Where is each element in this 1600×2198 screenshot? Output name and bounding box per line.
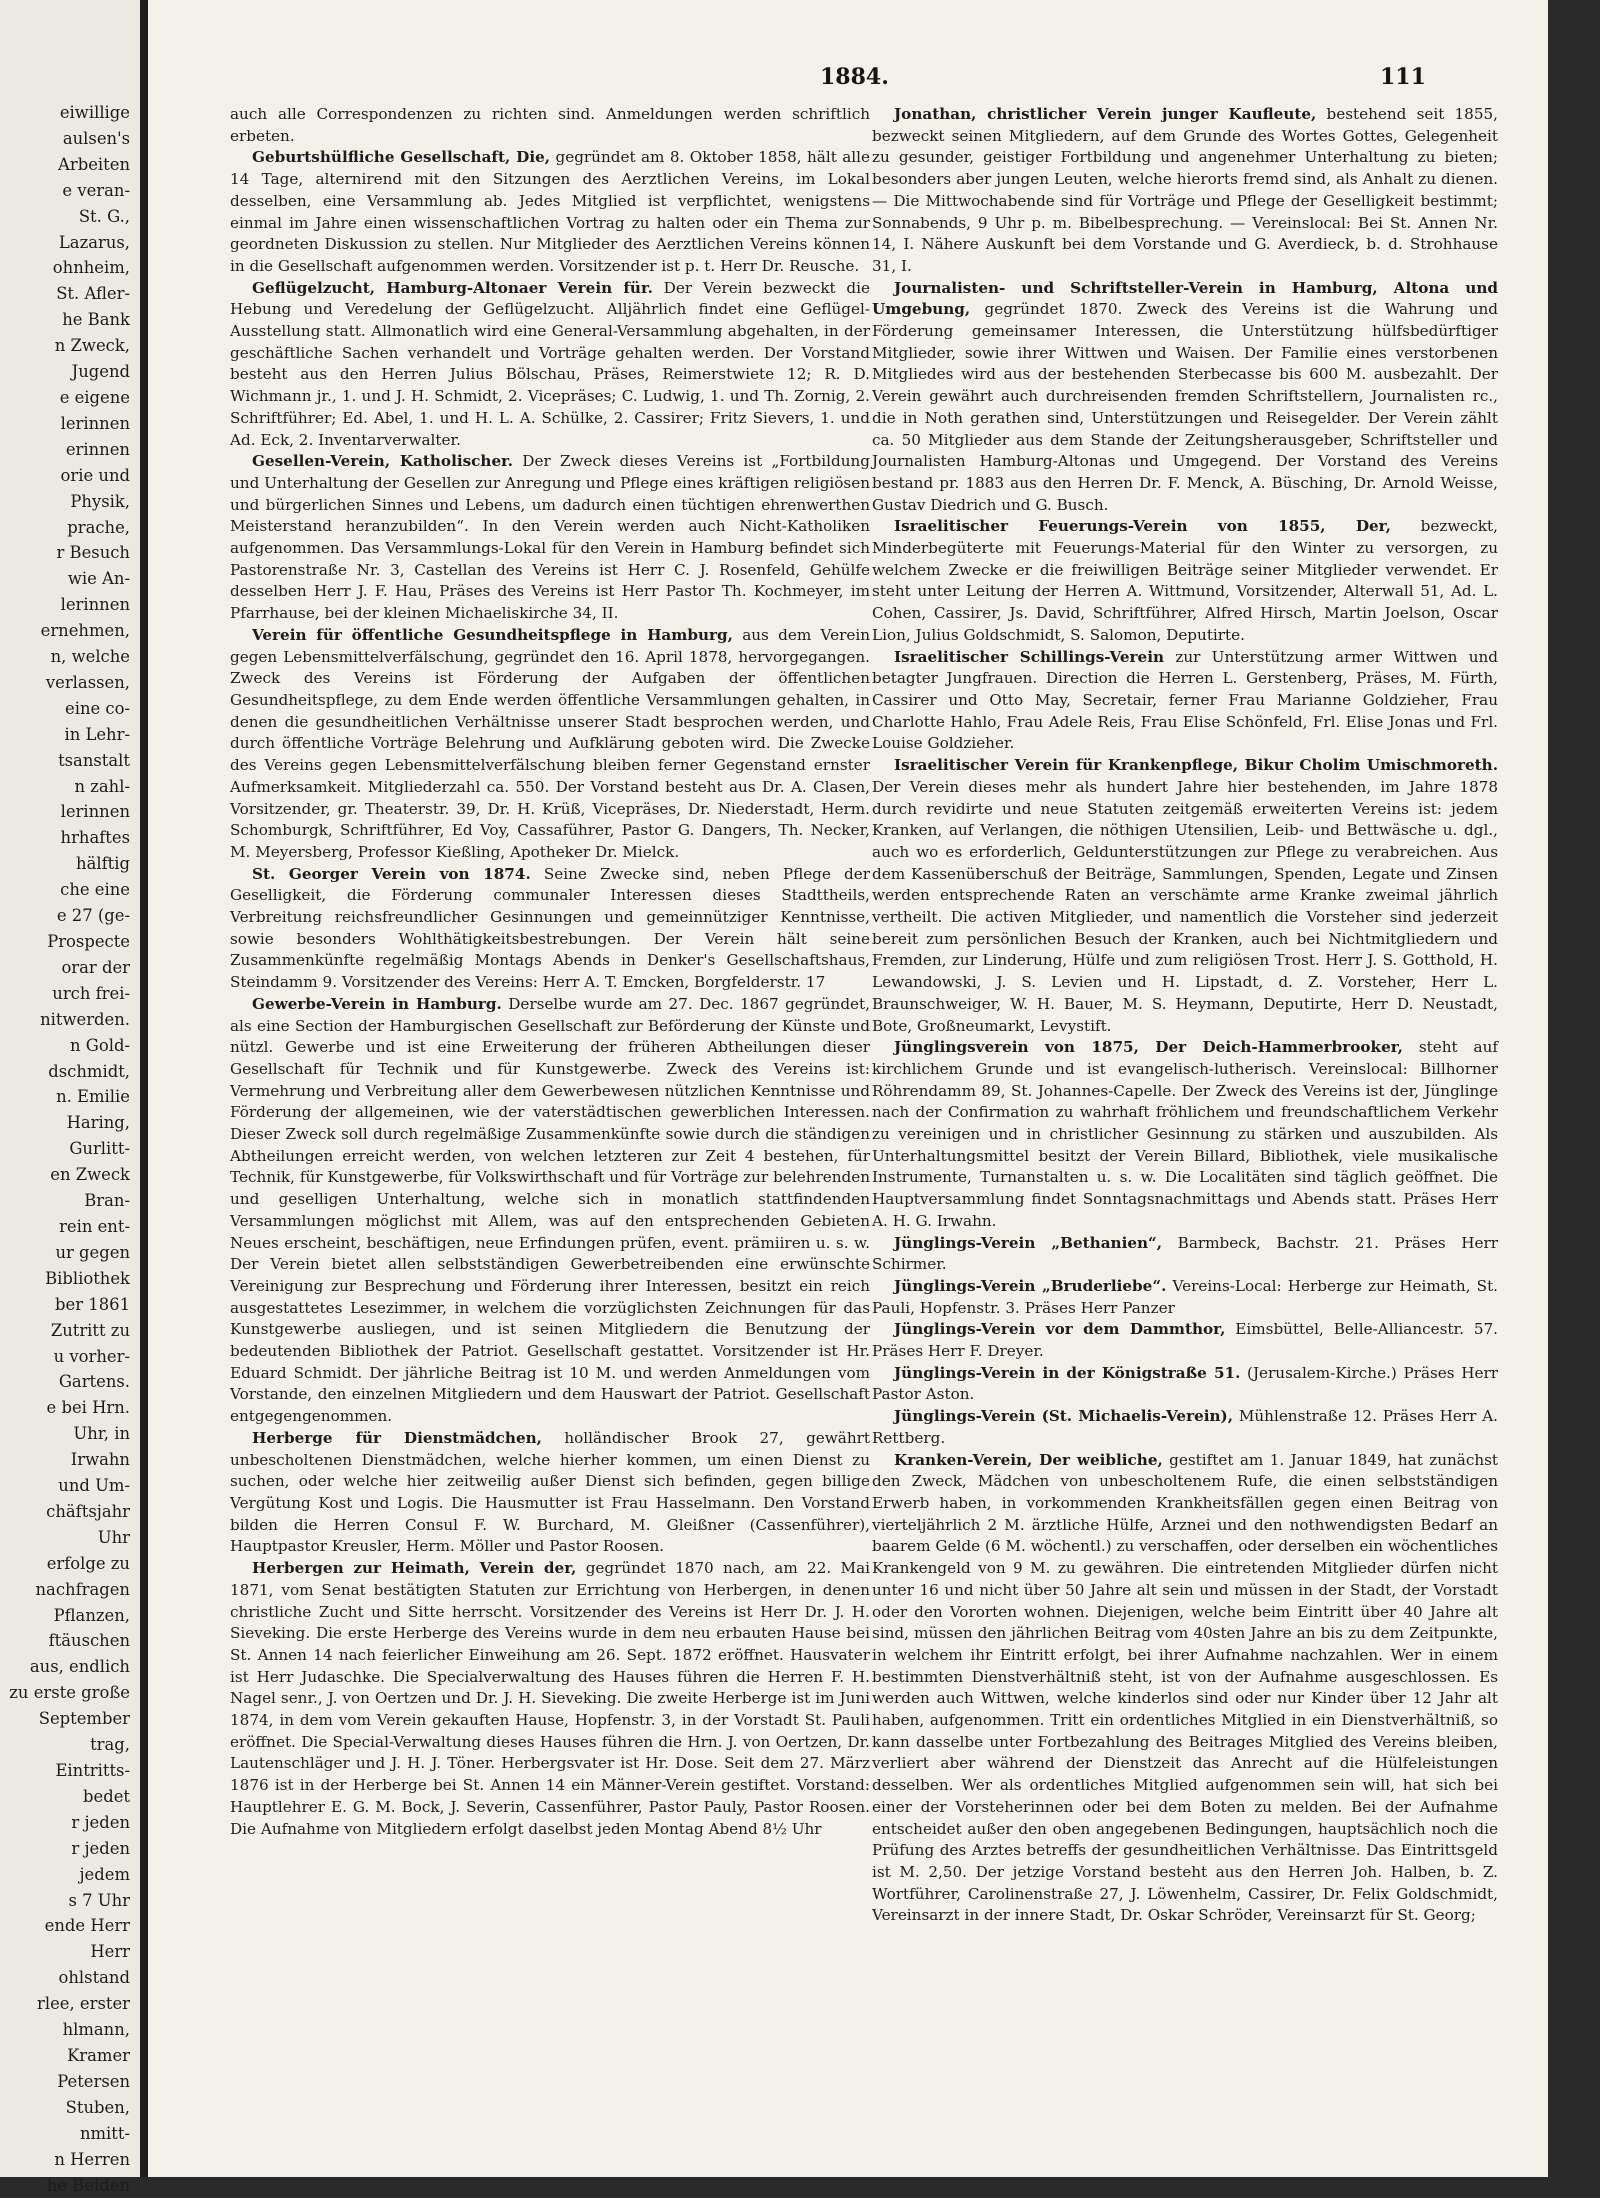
previous-page-fragment: trag, bbox=[0, 1732, 130, 1758]
entry-body: auch alle Correspondenzen zu richten sind. Anmeldungen werden schriftlich erbeten. bbox=[230, 105, 870, 145]
previous-page-fragment: prache, bbox=[0, 515, 130, 541]
scan-edge bbox=[1548, 0, 1600, 2177]
previous-page-fragment: nachfragen bbox=[0, 1577, 130, 1603]
entry-body: Seine Zwecke sind, neben Pflege der Geselligkeit, die Förderung communaler Interessen dieses Stadttheils, Verbreitung reichsfreundlicher Gesinnungen und gemeinnütziger Kenntnisse, sowie besonders Wohlthätigkeitsbestrebungen. Der Verein hält seine Zusammenkünfte regelmäßig Montags Abends in Denker's Gesellschaftshaus, Steindamm 9. Vorsitzender des Vereins: Herr A. T. Emcken, Borgfelderstr. 17 bbox=[230, 865, 870, 992]
previous-page-fragment: Eintritts- bbox=[0, 1758, 130, 1784]
previous-page-fragment: dschmidt, bbox=[0, 1059, 130, 1085]
previous-page-fragment: lerinnen bbox=[0, 592, 130, 618]
previous-page-fragment: nitwerden. bbox=[0, 1007, 130, 1033]
previous-page-fragment: jedem bbox=[0, 1862, 130, 1888]
previous-page-fragment: s 7 Uhr bbox=[0, 1888, 130, 1914]
entry-body: Der Verein bezweckt die Hebung und Veredelung der Geflügelzucht. Alljährlich findet eine Geflügel-Ausstellung statt. Allmonatlich wird eine General-Versammlung abgehalten, in der geschäftliche Sachen verhandelt und Vorträge gehalten werden. Der Vorstand besteht aus den Herren Julius Bölschau, Präses, Reimerstwiete 12; R. D. Wichmann jr., 1. und J. H. Schmidt, 2. Vicepräses; C. Ludwig, 1. und Th. Zornig, 2. Schriftführer; Ed. Abel, 1. und H. L. A. Schülke, 2. Cassirer; Fritz Sievers, 1. und Ad. Eck, 2. Inventarverwalter. bbox=[230, 279, 870, 449]
previous-page-fragment: ber 1861 bbox=[0, 1292, 130, 1318]
previous-page-fragment: Gartens. bbox=[0, 1369, 130, 1395]
previous-page-fragment: lerinnen bbox=[0, 411, 130, 437]
previous-page-fragment: rein ent- bbox=[0, 1214, 130, 1240]
previous-page-fragment: wie An- bbox=[0, 566, 130, 592]
previous-page-fragment: chäftsjahr bbox=[0, 1499, 130, 1525]
previous-page-fragment: aulsen's bbox=[0, 126, 130, 152]
previous-page-fragment: r jeden bbox=[0, 1810, 130, 1836]
entry-heading: Jünglings-Verein „Bruderliebe“. bbox=[894, 1277, 1166, 1295]
directory-entry bbox=[872, 647, 1498, 756]
previous-page-margin bbox=[0, 0, 140, 2177]
entry-heading: Jünglings-Verein „Bethanien“, bbox=[894, 1234, 1162, 1252]
entry-body: bezweckt, Minderbegüterte mit Feuerungs-Material für den Winter zu versorgen, zu welchem Zwecke er die freiwilligen Beiträge seiner Mitglieder verwendet. Er steht unter Leitung der Herren A. Wittmund, Vorsitzender, Alterwall 51, Ad. L. Cohen, Cassirer, Js. David, Schriftführer, Alfred Hirsch, Martin Joelson, Oscar Lion, Julius Goldschmidt, S. Salomon, Deputirte. bbox=[872, 517, 1498, 644]
entry-body: gegründet 1870. Zweck des Vereins ist die Wahrung und Förderung gemeinsamer Interessen, die Unterstützung hülfsbedürftiger Mitglieder, sowie ihrer Wittwen und Waisen. Der Familie eines verstorbenen Mitgliedes wird aus der bestehenden Sterbecasse bis 600 M. ausbezahlt. Der Verein gewährt auch durchreisenden fremden Schriftstellern, Journalisten rc., die in Noth gerathen sind, Unterstützungen und Reisegelder. Der Verein zählt ca. 50 Mitglieder aus dem Stande der Zeitungsherausgeber, Schriftsteller und Journalisten Hamburg-Altonas und Umgegend. Der Vorstand des Vereins bestand pr. 1883 aus den Herren Dr. F. Menck, A. Büsching, Dr. Arnold Weisse, Gustav Diedrich und G. Busch. bbox=[872, 300, 1498, 513]
entry-body: Derselbe wurde am 27. Dec. 1867 gegründet, als eine Section der Hamburgischen Gesellschaft zur Beförderung der Künste und nützl. Gewerbe und ist eine Erweiterung der früheren Abtheilungen dieser Gesellschaft für Technik und für Kunstgewerbe. Zweck des Vereins ist: Vermehrung und Verbreitung aller dem Gewerbewesen nützlichen Kenntnisse und Förderung der allgemeinen, wie der vaterstädtischen gewerblichen Interessen. Dieser Zweck soll durch regelmäßige Zusammenkünfte sowie durch die ständigen Abtheilungen erreicht werden, von welchen letzteren zur Zeit 4 bestehen, für Technik, für Kunstgewerbe, für Volkswirthschaft und für Vorträge zur belehrenden und geselligen Unterhaltung, welche sich in monatlich stattfindenden Versammlungen möglichst mit Allem, was auf den entsprechenden Gebieten Neues erscheint, beschäftigen, neue Erfindungen prüfen, event. prämiiren u. s. w. Der Verein bietet allen selbstständigen Gewerbetreibenden eine erwünschte Vereinigung zur Besprechung und Förderung ihrer Interessen, besitzt ein reich ausgestattetes Lesezimmer, in welchem die vorzüglichsten Zeichnungen für das Kunstgewerbe ausliegen, und ist seinen Mitgliedern die Benutzung der bedeutenden Bibliothek der Patriot. Gesellschaft gestattet. Vorsitzender ist Hr. Eduard Schmidt. Der jährliche Beitrag ist 10 M. und werden Anmeldungen vom Vorstande, den einzelnen Mitgliedern und dem Hauswart der Patriot. Gesellschaft entgegengenommen. bbox=[230, 995, 870, 1425]
previous-page-fragment: tsanstalt bbox=[0, 748, 130, 774]
directory-entry bbox=[872, 755, 1498, 1037]
previous-page-fragment: aus, endlich bbox=[0, 1654, 130, 1680]
previous-page-fragment: Irwahn bbox=[0, 1447, 130, 1473]
previous-page-fragment: nmitt- bbox=[0, 2121, 130, 2147]
previous-page-fragment: ftäuschen bbox=[0, 1628, 130, 1654]
entry-body: gestiftet am 1. Januar 1849, hat zunächst den Zweck, Mädchen von unbescholtenem Rufe, die einen selbstständigen Erwerb haben, in vorkommenden Krankheitsfällen gegen einen Beitrag von vierteljährlich 2 M. ärztliche Hülfe, Arznei und den nothwendigsten Bedarf an baarem Gelde (6 M. wöchentl.) zu verschaffen, oder derselben ein wöchentliches Krankengeld von 9 M. zu gewähren. Die eintretenden Mitglieder dürfen nicht unter 16 und nicht über 50 Jahre alt sein und müssen in der Stadt, der Vorstadt oder den Vororten wohnen. Diejenigen, welche beim Eintritt über 40 Jahre alt sind, müssen den jährlichen Beitrag vom 40sten Jahre an bis zu dem Zeitpunkte, in welchem ihr Eintritt erfolgt, bei ihrer Aufnahme nachzahlen. Wer in einem bestimmten Dienstverhältniß steht, ist von der Aufnahme ausgeschlossen. Es werden auch Wittwen, welche kinderlos sind oder nur Kinder über 12 Jahr alt haben, aufgenommen. Tritt ein ordentliches Mitglied in ein Dienstverhältniß, so kann dasselbe unter Fortbezahlung des Beitrages Mitglied des Vereins bleiben, verliert aber während der Dienstzeit das Anrecht auf die Hülfeleistungen desselben. Wer als ordentliches Mitglied aufgenommen sein will, hat sich bei einer der Vorsteherinnen oder bei dem Boten zu melden. Bei der Aufnahme entscheidet außer den oben angegebenen Bedingungen, hauptsächlich noch die Prüfung des Arztes betreffs der gesundheitlichen Verhältnisse. Das Eintrittsgeld ist M. 2,50. Der jetzige Vorstand besteht aus den Herren Joh. Halben, b. Z. Wortführer, Carolinenstraße 27, J. Löwenhelm, Cassirer, Dr. Felix Goldschmidt, Vereinsarzt in der innere Stadt, Dr. Oskar Schröder, Vereinsarzt für St. Georg; bbox=[872, 1451, 1498, 1925]
previous-page-fragment: he Bank bbox=[0, 307, 130, 333]
previous-page-fragment: hrhaftes bbox=[0, 825, 130, 851]
directory-entry bbox=[872, 1406, 1498, 1449]
page-header-year: 1884. bbox=[820, 64, 889, 90]
entry-heading: Journalisten- und Schriftsteller-Verein in Hamburg, Altona und Umgebung, bbox=[872, 279, 1498, 319]
directory-entry bbox=[872, 278, 1498, 517]
previous-page-fragment: Zutritt zu bbox=[0, 1318, 130, 1344]
entry-body: zur Unterstützung armer Wittwen und betagter Jungfrauen. Direction die Herren L. Gerstenberg, Präses, M. Fürth, Cassirer und Otto May, Secretair, ferner Frau Marianne Goldzieher, Frau Charlotte Hahlo, Frau Adele Reis, Frau Elise Schönfeld, Frl. Elise Jonas und Frl. Louise Goldzieher. bbox=[872, 648, 1498, 753]
previous-page-fragment: orie und bbox=[0, 463, 130, 489]
previous-page-fragment: e 27 (ge- bbox=[0, 903, 130, 929]
previous-page-fragment: und Um- bbox=[0, 1473, 130, 1499]
directory-entry bbox=[872, 104, 1498, 278]
previous-page-fragment: erinnen bbox=[0, 437, 130, 463]
previous-page-fragment: ur gegen bbox=[0, 1240, 130, 1266]
entry-body: Mühlenstraße 12. Präses Herr A. Rettberg. bbox=[872, 1407, 1498, 1447]
previous-page-fragment: Bran- bbox=[0, 1188, 130, 1214]
entry-body: Vereins-Local: Herberge zur Heimath, St. Pauli, Hopfenstr. 3. Präses Herr Panzer bbox=[872, 1277, 1498, 1317]
previous-page-text-fragments bbox=[0, 0, 140, 2198]
previous-page-fragment: n Zweck, bbox=[0, 333, 130, 359]
previous-page-fragment: r Besuch bbox=[0, 540, 130, 566]
entry-heading: Israelitischer Feuerungs-Verein von 1855, Der, bbox=[894, 517, 1391, 535]
entry-body: gegründet 1870 nach, am 22. Mai 1871, vom Senat bestätigten Statuten zur Errichtung von Herbergen, in denen christliche Zucht und Sitte herrscht. Vorsitzender des Vereins ist Herr Dr. J. H. Sieveking. Die erste Herberge des Vereins wurde in dem neu erbauten Hause bei St. Annen 14 nach feierlicher Einweihung am 26. Sept. 1872 eröffnet. Hausvater ist Herr Judaschke. Die Specialverwaltung des Hauses führen die Herren F. H. Nagel senr., J. von Oertzen und Dr. J. H. Sieveking. Die zweite Herberge ist im Juni 1874, in dem vom Verein gekauften Hause, Hopfenstr. 3, in der Vorstadt St. Pauli eröffnet. Die Special-Verwaltung dieses Hauses führen die Hrn. J. von Oertzen, Dr. Lautenschläger und J. H. J. Töner. Herbergsvater ist Hr. Dose. Seit dem 27. März 1876 ist in der Herberge bei St. Annen 14 ein Männer-Verein gestiftet. Vorstand: Hauptlehrer E. G. M. Bock, J. Severin, Cassenführer, Pastor Pauly, Pastor Roosen. Die Aufnahme von Mitgliedern erfolgt daselbst jeden Montag Abend 8½ Uhr bbox=[230, 1559, 870, 1837]
previous-page-fragment: n zahl- bbox=[0, 774, 130, 800]
entry-heading: Kranken-Verein, Der weibliche, bbox=[894, 1451, 1163, 1469]
entry-heading: Jünglingsverein von 1875, Der Deich-Hammerbrooker, bbox=[894, 1038, 1403, 1056]
entry-body: steht auf kirchlichem Grunde und ist evangelisch-lutherisch. Vereinslocal: Billhorner Röhrendamm 89, St. Johannes-Capelle. Der Zweck des Vereins ist der, Jünglinge nach der Confirmation zu wahrhaft fröhlichem und freundschaftlichem Verkehr zu vereinigen und in christlicher Gesinnung zu stärken und auszubilden. Als Unterhaltungsmittel besitzt der Verein Billard, Bibliothek, viele musikalische Instrumente, Turnanstalten u. s. w. Die Localitäten sind täglich geöffnet. Die Hauptversammlung findet Sonntagsnachmittags und Abends statt. Präses Herr A. H. G. Irwahn. bbox=[872, 1038, 1498, 1230]
previous-page-fragment: e bei Hrn. bbox=[0, 1395, 130, 1421]
entry-body: (Jerusalem-Kirche.) Präses Herr Pastor Aston. bbox=[872, 1364, 1498, 1404]
previous-page-fragment: r jeden bbox=[0, 1836, 130, 1862]
entry-heading: Jünglings-Verein (St. Michaelis-Verein), bbox=[894, 1407, 1233, 1425]
previous-page-fragment: Physik, bbox=[0, 489, 130, 515]
previous-page-fragment: orar der bbox=[0, 955, 130, 981]
previous-page-fragment: Uhr, in bbox=[0, 1421, 130, 1447]
previous-page-fragment: Petersen bbox=[0, 2069, 130, 2095]
previous-page-fragment: hlmann, bbox=[0, 2017, 130, 2043]
previous-page-fragment: Jugend bbox=[0, 359, 130, 385]
previous-page-fragment: erfolge zu bbox=[0, 1551, 130, 1577]
previous-page-fragment: urch frei- bbox=[0, 981, 130, 1007]
entry-heading: Jonathan, christlicher Verein junger Kaufleute, bbox=[894, 105, 1316, 123]
previous-page-fragment: Arbeiten bbox=[0, 152, 130, 178]
directory-entry bbox=[230, 278, 870, 452]
entry-heading: Jünglings-Verein in der Königstraße 51. bbox=[894, 1364, 1240, 1382]
directory-entry bbox=[872, 1233, 1498, 1276]
previous-page-fragment: Haring, bbox=[0, 1110, 130, 1136]
entry-body: Der Zweck dieses Vereins ist „Fortbildung und Unterhaltung der Gesellen zur Anregung und Pflege eines kräftigen religiösen und bürgerlichen Sinnes und Lebens, um dadurch einen tüchtigen ehrenwerthen Meisterstand heranzubilden“. In den Verein werden auch Nicht-Katholiken aufgenommen. Das Versammlungs-Lokal für den Verein in Hamburg befindet sich Pastorenstraße Nr. 3, Castellan des Vereins ist Herr C. J. Rosenfeld, Gehülfe desselben Herr J. F. Hau, Präses des Vereins ist Herr Pastor Th. Kochmeyer, im Pfarrhause, bei der kleinen Michaeliskirche 34, II. bbox=[230, 452, 870, 622]
entry-heading: Israelitischer Schillings-Verein bbox=[894, 648, 1164, 666]
directory-entry bbox=[872, 516, 1498, 646]
previous-page-fragment: Kramer bbox=[0, 2043, 130, 2069]
previous-page-fragment: Lazarus, bbox=[0, 230, 130, 256]
previous-page-fragment: e eigene bbox=[0, 385, 130, 411]
right-column bbox=[872, 104, 1498, 1927]
previous-page-fragment: September bbox=[0, 1706, 130, 1732]
previous-page-fragment: St. Afler- bbox=[0, 281, 130, 307]
previous-page-fragment: Gurlitt- bbox=[0, 1136, 130, 1162]
page-number: 111 bbox=[1380, 64, 1426, 90]
entry-body: bestehend seit 1855, bezweckt seinen Mitgliedern, auf dem Grunde des Wortes Gottes, Gelegenheit zu gesunder, geistiger Fortbildung und angenehmer Unterhaltung zu bieten; besonders aber jungen Leuten, welche hierorts fremd sind, als Anhalt zu dienen. — Die Mittwochabende sind für Vorträge und Pflege der Geselligkeit bestimmt; Sonnabends, 9 Uhr p. m. Bibelbesprechung. — Vereinslocal: Bei St. Annen Nr. 14, I. Nähere Auskunft bei dem Vorstande und G. Averdieck, b. d. Strohhause 31, I. bbox=[872, 105, 1498, 275]
previous-page-fragment: bedet bbox=[0, 1784, 130, 1810]
directory-entry bbox=[230, 1558, 870, 1840]
previous-page-fragment: eiwillige bbox=[0, 100, 130, 126]
previous-page-fragment: lerinnen bbox=[0, 799, 130, 825]
previous-page-fragment: ende Herr bbox=[0, 1913, 130, 1939]
entry-heading: Geburtshülfliche Gesellschaft, Die, bbox=[252, 148, 550, 166]
previous-page-fragment: n Herren bbox=[0, 2147, 130, 2173]
previous-page-fragment: he Beiden bbox=[0, 2173, 130, 2198]
entry-heading: St. Georger Verein von 1874. bbox=[252, 865, 531, 883]
previous-page-fragment: en Zweck bbox=[0, 1162, 130, 1188]
previous-page-fragment: verlassen, bbox=[0, 670, 130, 696]
previous-page-fragment: hälftig bbox=[0, 851, 130, 877]
entry-body: aus dem Verein gegen Lebensmittelverfälschung, gegründet den 16. April 1878, hervorgegangen. Zweck des Vereins ist Förderung der Aufgaben der öffentlichen Gesundheitspflege, zu dem Ende werden öffentliche Versammlungen gehalten, in denen die gesundheitlichen Verhältnisse unserer Stadt besprochen werden, und durch öffentliche Vorträge Belehrung und Aufklärung geboten wird. Die Zwecke des Vereins gegen Lebensmittelverfälschung bleiben ferner Gegenstand ernster Aufmerksamkeit. Mitgliederzahl ca. 550. Der Vorstand besteht aus Dr. A. Clasen, Vorsitzender, gr. Theaterstr. 39, Dr. H. Krüß, Vicepräses, Dr. Niederstadt, Herm. Schomburgk, Schriftführer, Ed Voy, Cassaführer, Pastor G. Dangers, Th. Necker, M. Meyersberg, Professor Kießling, Apotheker Dr. Mielck. bbox=[230, 626, 870, 861]
previous-page-fragment: ernehmen, bbox=[0, 618, 130, 644]
entry-heading: Herberge für Dienstmädchen, bbox=[252, 1429, 542, 1447]
entry-heading: Jünglings-Verein vor dem Dammthor, bbox=[894, 1320, 1225, 1338]
previous-page-fragment: St. G., bbox=[0, 204, 130, 230]
directory-entry bbox=[230, 864, 870, 994]
previous-page-fragment: Bibliothek bbox=[0, 1266, 130, 1292]
previous-page-fragment: Stuben, bbox=[0, 2095, 130, 2121]
previous-page-fragment: in Lehr- bbox=[0, 722, 130, 748]
previous-page-fragment: Pflanzen, bbox=[0, 1603, 130, 1629]
previous-page-fragment: n. Emilie bbox=[0, 1084, 130, 1110]
entry-heading: Verein für öffentliche Gesundheitspflege in Hamburg, bbox=[252, 626, 733, 644]
previous-page-fragment: Prospecte bbox=[0, 929, 130, 955]
entry-heading: Herbergen zur Heimath, Verein der, bbox=[252, 1559, 576, 1577]
directory-entry bbox=[230, 104, 870, 147]
entry-heading: Gesellen-Verein, Katholischer. bbox=[252, 452, 513, 470]
previous-page-fragment: ohlstand bbox=[0, 1965, 130, 1991]
previous-page-fragment: u vorher- bbox=[0, 1344, 130, 1370]
entry-heading: Geflügelzucht, Hamburg-Altonaer Verein für. bbox=[252, 279, 653, 297]
previous-page-fragment: Uhr bbox=[0, 1525, 130, 1551]
left-column bbox=[230, 104, 870, 1840]
directory-entry bbox=[872, 1037, 1498, 1232]
previous-page-fragment: e veran- bbox=[0, 178, 130, 204]
directory-entry bbox=[230, 625, 870, 864]
previous-page-fragment: n, welche bbox=[0, 644, 130, 670]
entry-body: Eimsbüttel, Belle-Alliancestr. 57. Präses Herr F. Dreyer. bbox=[872, 1320, 1498, 1360]
directory-entry bbox=[230, 451, 870, 625]
entry-body: Der Verein dieses mehr als hundert Jahre hier bestehenden, im Jahre 1878 durch revidirte und neue Statuten zeitgemäß erweiterten Vereins ist: jedem Kranken, auf Verlangen, die nöthigen Utensilien, Leib- und Bettwäsche u. dgl., auch wo es erforderlich, Geldunterstützungen zur Pflege zu verabreichen. Aus dem Kassenüberschuß der Beiträge, Sammlungen, Spenden, Legate und Zinsen werden entsprechende Raten an verschämte arme Kranke zweimal jährlich vertheilt. Die activen Mitglieder, und namentlich die Vorsteher sind jederzeit bereit zum persönlichen Besuch der Kranken, auch bei Nichtmitgliedern und Fremden, zur Linderung, Hülfe und zum religiösen Trost. Herr J. S. Gotthold, H. Lewandowski, J. S. Levien und H. Lipstadt, d. Z. Vorsteher, Herr L. Braunschweiger, W. H. Bauer, M. S. Heymann, Deputirte, Herr D. Neustadt, Bote, Großneumarkt, Levystift. bbox=[872, 778, 1498, 1035]
previous-page-fragment: n Gold- bbox=[0, 1033, 130, 1059]
previous-page-fragment: Herr bbox=[0, 1939, 130, 1965]
directory-entry bbox=[872, 1450, 1498, 1927]
entry-body: gegründet am 8. Oktober 1858, hält alle 14 Tage, alternirend mit den Sitzungen des Aerztlichen Vereins, im Lokal desselben, eine Versammlung ab. Jedes Mitglied ist verpflichtet, wenigstens einmal im Jahre einen wissenschaftlichen Vortrag zu halten oder ein Thema zur geordneten Diskussion zu stellen. Nur Mitglieder des Aerztlichen Vereins können in die Gesellschaft aufgenommen werden. Vorsitzender ist p. t. Herr Dr. Reusche. bbox=[230, 148, 870, 275]
directory-entry bbox=[872, 1276, 1498, 1319]
entry-heading: Israelitischer Verein für Krankenpflege, Bikur Cholim Umischmoreth. bbox=[894, 756, 1498, 774]
book-gutter bbox=[140, 0, 148, 2177]
directory-entry bbox=[230, 1428, 870, 1558]
previous-page-fragment: rlee, erster bbox=[0, 1991, 130, 2017]
previous-page-fragment: che eine bbox=[0, 877, 130, 903]
directory-entry bbox=[230, 994, 870, 1428]
entry-body: holländischer Brook 27, gewährt unbescholtenen Dienstmädchen, welche hierher kommen, um einen Dienst zu suchen, oder welche hier zeitweilig außer Dienst sich befinden, gegen billige Vergütung Kost und Logis. Die Hausmutter ist Frau Hasselmann. Den Vorstand bilden die Herren Consul F. W. Burchard, M. Gleißner (Cassenführer), Hauptpastor Kreusler, Herm. Möller und Pastor Roosen. bbox=[230, 1429, 870, 1556]
previous-page-fragment: zu erste große bbox=[0, 1680, 130, 1706]
directory-entry bbox=[872, 1363, 1498, 1406]
directory-entry bbox=[872, 1319, 1498, 1362]
entry-heading: Gewerbe-Verein in Hamburg. bbox=[252, 995, 502, 1013]
entry-body: Barmbeck, Bachstr. 21. Präses Herr Schirmer. bbox=[872, 1234, 1498, 1274]
previous-page-fragment: ohnheim, bbox=[0, 255, 130, 281]
previous-page-fragment: eine co- bbox=[0, 696, 130, 722]
directory-entry bbox=[230, 147, 870, 277]
